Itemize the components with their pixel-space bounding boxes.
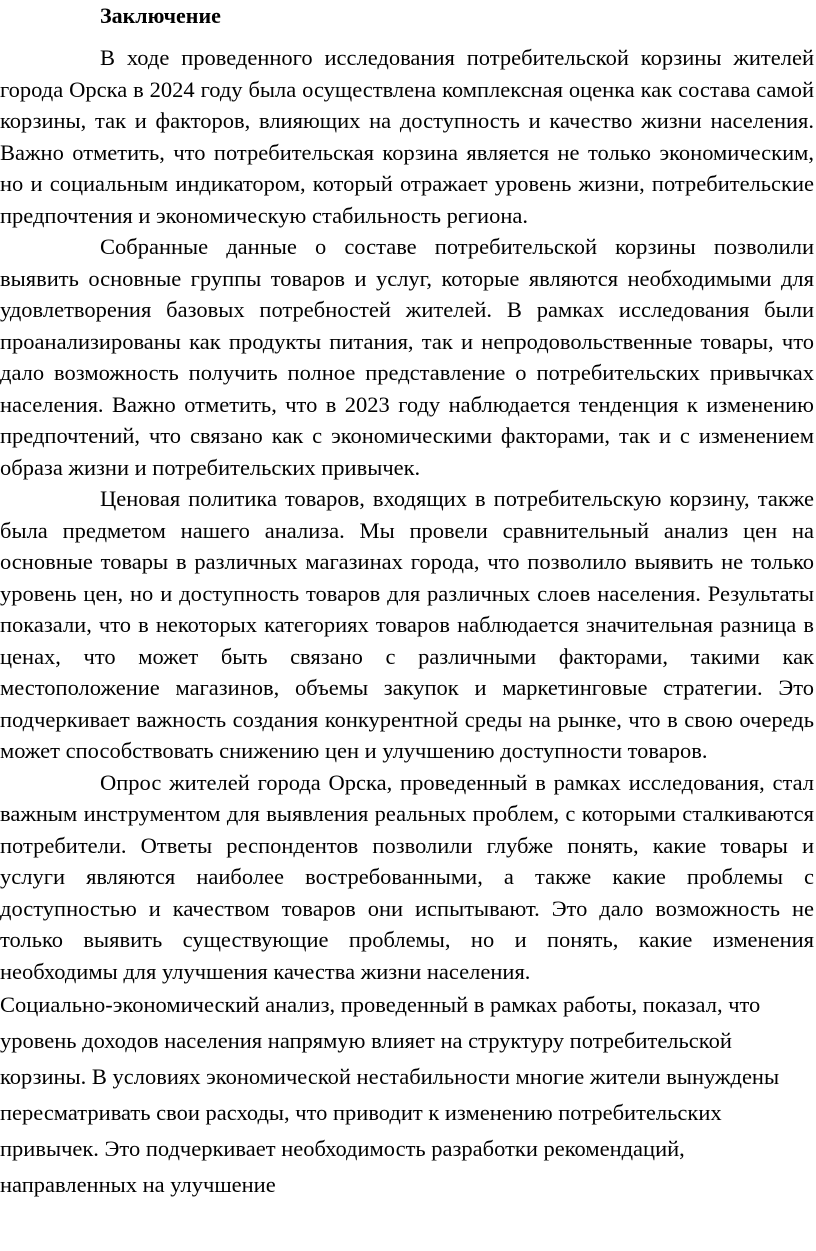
paragraph-intro: В ходе проведенного исследования потребительской корзины жителей города Орска в 2024 году была осуществлена комплексная оценка как состава самой корзины, так и факторов, влияющих на доступность и качество жизни населения. Важно отметить, что потребительская корзина является не только экономическим, но и социальным индикатором, который отражает уровень жизни, потребительские предпочтения и экономическую стабильность региона. — [0, 45, 814, 228]
paragraph-survey: Опрос жителей города Орска, проведенный в рамках исследования, стал важным инструментом для выявления реальных проблем, с которыми сталкиваются потребители. Ответы респондентов позволили глубже понять, какие товары и услуги являются наиболее востребованными, а также какие проблемы с доступностью и качеством товаров они испытывают. Это дало возможность не только выявить существующие проблемы, но и понять, какие изменения необходимы для улучшения качества жизни населения. — [0, 769, 814, 984]
paragraph-pricing: Ценовая политика товаров, входящих в потребительскую корзину, также была предметом нашего анализа. Мы провели сравнительный анализ цен на основные товары в различных магазинах города, что позволило выявить не только уровень цен, но и доступность товаров для различных слоев населения. Результаты показали, что в некоторых категориях товаров наблюдается значительная разница в ценах, что может быть связано с различными факторами, такими как местоположение магазинов, объемы закупок и маркетинговые стратегии. Это подчеркивает важность создания конкурентной среды на рынке, что в свою очередь может способствовать снижению цен и улучшению доступности товаров. — [0, 486, 814, 763]
paragraph-socioeconomic: Социально-экономический анализ, проведенный в рамках работы, показал, что уровень доходов населения напрямую влияет на структуру потребительской корзины. В условиях экономической нестабильности многие жители вынуждены пересматривать свои расходы, что приводит к изменению потребительских привычек. Это подчеркивает необходимость разработки рекомендаций, направленных на улучшение — [0, 992, 780, 1197]
section-heading: Заключение — [100, 3, 221, 28]
document-body — [0, 42, 814, 1203]
paragraph-composition: Собранные данные о составе потребительской корзины позволили выявить основные группы товаров и услуг, которые являются необходимыми для удовлетворения базовых потребностей жителей. В рамках исследования были проанализированы как продукты питания, так и непродовольственные товары, что дало возможность получить полное представление о потребительских привычках населения. Важно отметить, что в 2023 году наблюдается тенденция к изменению предпочтений, что связано как с экономическими факторами, так и с изменением образа жизни и потребительских привычек. — [0, 234, 814, 480]
